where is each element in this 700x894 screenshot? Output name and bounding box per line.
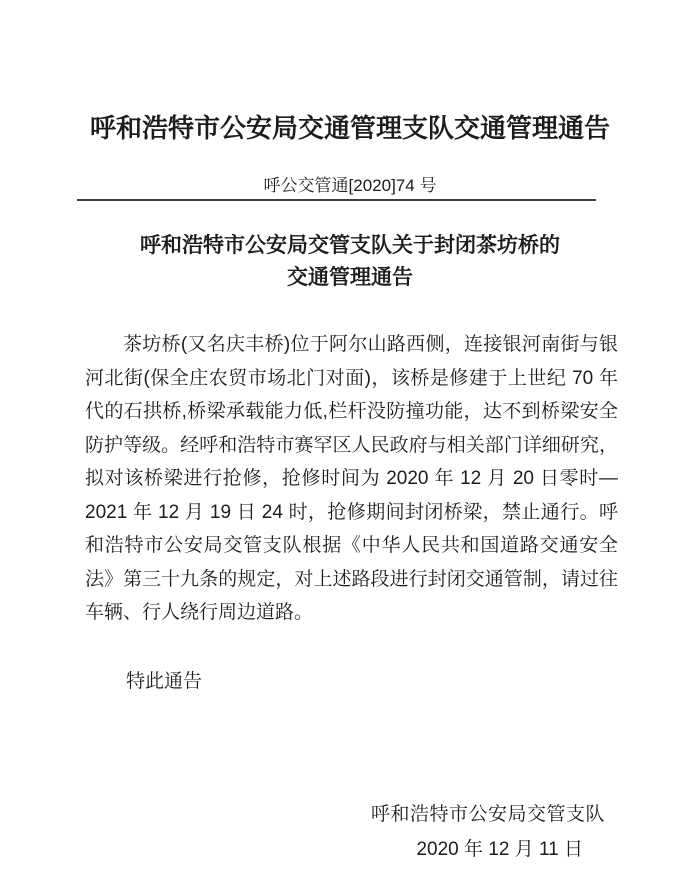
body-line: 河北街(保全庄农贸市场北门对面)，该桥是修建于上世纪 70 年: [85, 367, 618, 389]
body-line: 茶坊桥(又名庆丰桥)位于阿尔山路西侧，连接银河南街与银: [123, 334, 618, 355]
body-line: 代的石拱桥,桥梁承载能力低,栏杆没防撞功能，达不到桥梁安全: [85, 401, 618, 422]
body-line: 拟对该桥梁进行抢修，抢修时间为 2020 年 12 月 20 日零时—: [85, 468, 618, 489]
body-line: 法》第三十九条的规定，对上述路段进行封闭交通管制，请过往: [85, 568, 618, 590]
issuer-signature: 呼和浩特市公安局交管支队: [370, 804, 605, 825]
issue-date: 2020 年 12 月 11 日: [416, 839, 583, 860]
body-line: 防护等级。经呼和浩特市赛罕区人民政府与相关部门详细研究，: [85, 434, 618, 456]
body-line: 车辆、行人绕行周边道路。: [85, 602, 314, 623]
notice-body: [85, 328, 618, 630]
body-line: 和浩特市公安局交管支队根据《中华人民共和国道路交通安全: [85, 535, 618, 556]
body-line: 2021 年 12 月 19 日 24 时，抢修期间封闭桥梁，禁止通行。呼: [85, 501, 618, 523]
document-header-title: 呼和浩特市公安局交通管理支队交通管理通告: [89, 113, 610, 143]
subtitle-line-2: 交通管理通告: [287, 265, 413, 289]
doc-number: 呼公交管通[2020]74 号: [263, 176, 437, 195]
closing-text: 特此通告: [126, 671, 203, 692]
divider-rule: [77, 199, 596, 201]
notice-subtitle: [0, 229, 700, 293]
subtitle-line-1: 呼和浩特市公安局交管支队关于封闭茶坊桥的: [140, 233, 560, 257]
